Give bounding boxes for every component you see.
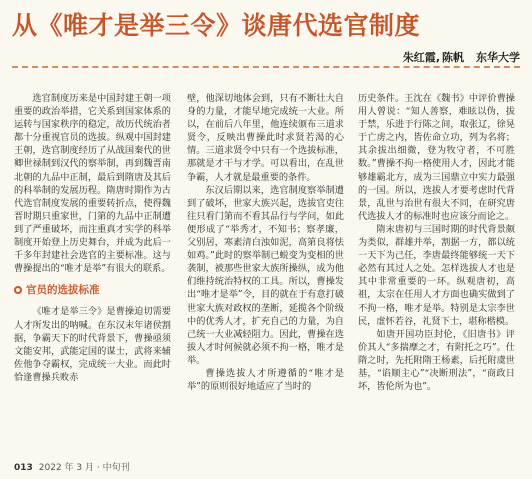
column-2 [187,92,344,393]
paragraph: 曹操选拔人才所遵循的“唯才是举”的原则很好地适应了当时的 [187,367,344,393]
page-footer [14,460,130,473]
article-title: 从《唯才是举三令》谈唐代选官制度 [12,11,421,40]
author-1: 朱红霞 [402,51,436,64]
author-line: 朱红霞, 陈帆 东华大学 [402,51,520,64]
issue-info: 2022 年 3 月 · 中旬刊 [38,463,130,473]
title-divider [12,66,520,68]
column-1 [14,92,171,384]
author-2: 陈帆 [442,51,464,64]
paragraph: 如唐开国功臣封伦，《旧唐书》评价其人“多揣摩之才，有附托之巧”。仕隋之时，先托附隋王杨素，后托附虞世基，“谄顺主心”“决断刑法”，“商政日坏，皆伦所为也”。 [358,328,515,393]
section-heading [14,284,171,297]
paragraph: 选官制度历来是中国封建王朝一项重要的政治举措，它关系到国家体系的运转与国家秩序的稳定，故历代统治者都十分重视官员的选拔。纵观中国封建王朝，选官制度经历了从战国秦代的世卿世禄制到汉代的察举制，再到魏晋南北朝的九品中正制，最后到隋唐及其后的科举制的发展历程。隋唐时期作为古代选官制度发展的重要转折点，使得魏晋时期只重家世，门第的九品中正制遭到了严重破坏，而注重真才实学的科举制度开始登上历史舞台，并成为此后一千多年封建社会选官的主要标准。这与曹操提出的“唯才是举”有很大的联系。 [14,93,171,275]
paragraph: 历史条件。王沈在《魏书》中评价曹操用人曾说：“知人善察，难眩以伪，拔于禁，乐进于行陈之间，取张辽，徐晃于亡虏之内，皆佐命立功，列为名将；其余拔出细微，登为牧守者，不可胜数。”曹操不拘一格使用人才，因此才能够雄霸北方，成为三国鼎立中实力最强的一国。所以，选拔人才要考虑时代背景，乱世与治世有很大不同，在研究唐代选拔人才的标准时也应该分而论之。 [358,93,515,222]
paragraph: 《唯才是举三令》是曹操迫切需要人才所发出的呐喊。在东汉末年诸侯割据，争霸天下的时代背景下，曹操亟须文能安邦，武能定国的谋士，武将来辅佐他争夺霸权，完成统一大业。而此时恰逢曹操兵败赤 [14,306,171,383]
affiliation: 东华大学 [476,51,520,64]
column-3 [358,92,515,393]
page-number: 013 [14,463,33,473]
section-heading-text: 官员的选拔标准 [26,284,100,297]
section-bullet-icon [14,286,22,294]
paragraph: 壁，他深切地体会到，只有不断壮大自身的力量，才能早地完成统一大业。所以，在前后八年里，他连续颁布三道求贤令，反映出曹操此时求贤若渴的心情。三道求贤令中只有一个选拔标准，那就是才干与才学。可以看出，在乱世争霸，人才就是最重要的条件。 [187,93,344,183]
paragraph: 东汉后期以来，选官制度察举制遭到了破坏，世家大族兴起，选拔官吏往往只看门第而不看其品行与学问，如此便形成了“举秀才，不知书；察孝廉，父别居，寒素清白浊如泥，高第良将怯如鸡。”此时的察举制已蜕变为变相的世袭制，被那些世家大族所操纵，成为他们维持统治特权的工具。所以，曹操发出“唯才是举”令，目的就在于有意打破世家大族对政权的垄断，延揽各个阶级中的优秀人才，扩充自己的力量，为自己统一大业减轻阻力。因此，曹操在选拔人才时何候就必须不拘一格，唯才是举。 [187,184,344,366]
paragraph: 隋末唐初与三国时期的时代背景颇为类似，群雄并举，割据一方，都以统一天下为己任，李唐最终能够统一天下必然有其过人之处。怎样选拔人才也是其中非常重要的一环。纵观唐初，高祖，太宗在任用人才方面也确实做到了不拘一格，唯才是举。特别是太宗李世民，虚怀若谷，礼贤下士，堪称楷模。 [358,223,515,327]
